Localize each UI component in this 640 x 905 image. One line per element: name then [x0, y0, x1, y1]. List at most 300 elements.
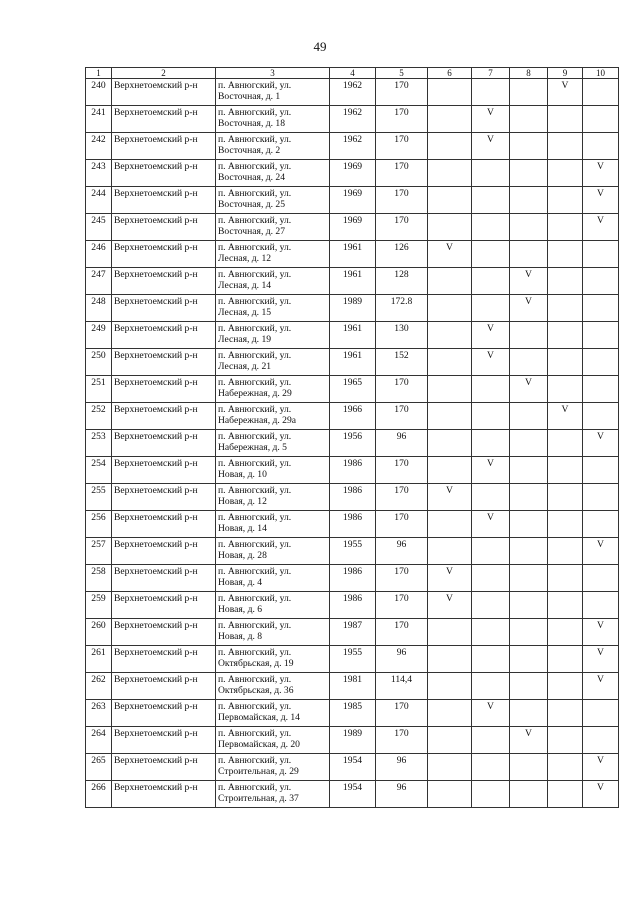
- mark-cell-9: [548, 241, 583, 268]
- mark-cell-7: [472, 268, 510, 295]
- area-cell: 170: [376, 511, 428, 538]
- table-row: [86, 619, 619, 646]
- mark-cell-6: [428, 133, 472, 160]
- district-cell: Верхнетоемский р-н: [112, 133, 216, 160]
- mark-cell-7: [472, 484, 510, 511]
- mark-cell-10: V: [583, 187, 619, 214]
- table-row: [86, 781, 619, 808]
- mark-cell-7: [472, 295, 510, 322]
- table-row: [86, 430, 619, 457]
- address-line-1: п. Авнюгский, ул.: [218, 431, 292, 442]
- address-line-2: Лесная, д. 19: [218, 334, 272, 345]
- area-cell: 170: [376, 106, 428, 133]
- mark-cell-7: [472, 646, 510, 673]
- column-header-10: 10: [583, 68, 619, 79]
- mark-cell-8: [510, 187, 548, 214]
- mark-cell-9: [548, 160, 583, 187]
- row-number: 247: [86, 268, 112, 295]
- mark-cell-6: [428, 349, 472, 376]
- mark-cell-9: [548, 754, 583, 781]
- mark-cell-6: [428, 727, 472, 754]
- mark-cell-8: V: [510, 295, 548, 322]
- mark-cell-9: [548, 376, 583, 403]
- row-number: 240: [86, 79, 112, 106]
- area-cell: 130: [376, 322, 428, 349]
- area-cell: 170: [376, 565, 428, 592]
- mark-cell-10: [583, 457, 619, 484]
- address-cell: [216, 403, 330, 430]
- address-cell: [216, 430, 330, 457]
- mark-cell-9: [548, 268, 583, 295]
- mark-cell-8: [510, 322, 548, 349]
- mark-cell-6: [428, 781, 472, 808]
- address-line-1: п. Авнюгский, ул.: [218, 485, 292, 496]
- column-header-5: 5: [376, 68, 428, 79]
- row-number: 249: [86, 322, 112, 349]
- year-cell: 1961: [330, 349, 376, 376]
- address-line-1: п. Авнюгский, ул.: [218, 107, 292, 118]
- area-cell: 128: [376, 268, 428, 295]
- year-cell: 1989: [330, 727, 376, 754]
- mark-cell-7: [472, 79, 510, 106]
- district-cell: Верхнетоемский р-н: [112, 349, 216, 376]
- mark-cell-6: [428, 457, 472, 484]
- mark-cell-7: [472, 754, 510, 781]
- row-number: 251: [86, 376, 112, 403]
- table-row: [86, 268, 619, 295]
- mark-cell-7: [472, 592, 510, 619]
- address-line-2: Восточная, д. 24: [218, 172, 286, 183]
- mark-cell-9: [548, 592, 583, 619]
- mark-cell-9: [548, 673, 583, 700]
- mark-cell-7: [472, 214, 510, 241]
- column-header-6: 6: [428, 68, 472, 79]
- row-number: 245: [86, 214, 112, 241]
- address-line-2: Новая, д. 10: [218, 469, 267, 480]
- mark-cell-8: [510, 214, 548, 241]
- row-number: 241: [86, 106, 112, 133]
- mark-cell-10: [583, 241, 619, 268]
- district-cell: Верхнетоемский р-н: [112, 403, 216, 430]
- mark-cell-8: [510, 484, 548, 511]
- address-line-1: п. Авнюгский, ул.: [218, 458, 292, 469]
- table-row: [86, 322, 619, 349]
- area-cell: 170: [376, 214, 428, 241]
- address-line-1: п. Авнюгский, ул.: [218, 161, 292, 172]
- address-cell: [216, 349, 330, 376]
- mark-cell-6: [428, 187, 472, 214]
- area-cell: 172.8: [376, 295, 428, 322]
- mark-cell-10: V: [583, 430, 619, 457]
- district-cell: Верхнетоемский р-н: [112, 484, 216, 511]
- district-cell: Верхнетоемский р-н: [112, 781, 216, 808]
- address-cell: [216, 538, 330, 565]
- mark-cell-8: [510, 106, 548, 133]
- district-cell: Верхнетоемский р-н: [112, 295, 216, 322]
- address-line-1: п. Авнюгский, ул.: [218, 323, 292, 334]
- address-line-2: Первомайская, д. 14: [218, 712, 300, 723]
- mark-cell-9: [548, 133, 583, 160]
- column-header-2: 2: [112, 68, 216, 79]
- table-row: [86, 484, 619, 511]
- row-number: 255: [86, 484, 112, 511]
- district-cell: Верхнетоемский р-н: [112, 214, 216, 241]
- address-line-2: Восточная, д. 25: [218, 199, 286, 210]
- table-row: [86, 106, 619, 133]
- address-line-1: п. Авнюгский, ул.: [218, 215, 292, 226]
- mark-cell-7: V: [472, 700, 510, 727]
- mark-cell-7: [472, 160, 510, 187]
- table-row: [86, 646, 619, 673]
- address-line-2: Первомайская, д. 20: [218, 739, 300, 750]
- area-cell: 170: [376, 484, 428, 511]
- area-cell: 170: [376, 376, 428, 403]
- year-cell: 1969: [330, 214, 376, 241]
- area-cell: 96: [376, 538, 428, 565]
- mark-cell-10: V: [583, 160, 619, 187]
- address-line-1: п. Авнюгский, ул.: [218, 188, 292, 199]
- mark-cell-9: [548, 781, 583, 808]
- mark-cell-7: [472, 403, 510, 430]
- address-line-1: п. Авнюгский, ул.: [218, 269, 292, 280]
- address-line-2: Восточная, д. 1: [218, 91, 281, 102]
- address-cell: [216, 646, 330, 673]
- district-cell: Верхнетоемский р-н: [112, 619, 216, 646]
- address-cell: [216, 700, 330, 727]
- district-cell: Верхнетоемский р-н: [112, 565, 216, 592]
- year-cell: 1956: [330, 430, 376, 457]
- mark-cell-10: V: [583, 673, 619, 700]
- address-line-1: п. Авнюгский, ул.: [218, 620, 292, 631]
- mark-cell-8: [510, 79, 548, 106]
- mark-cell-9: V: [548, 79, 583, 106]
- table-row: [86, 79, 619, 106]
- column-header-9: 9: [548, 68, 583, 79]
- table-row: [86, 592, 619, 619]
- area-cell: 126: [376, 241, 428, 268]
- mark-cell-10: [583, 268, 619, 295]
- address-cell: [216, 484, 330, 511]
- table-row: [86, 214, 619, 241]
- mark-cell-9: [548, 511, 583, 538]
- year-cell: 1985: [330, 700, 376, 727]
- address-cell: [216, 268, 330, 295]
- area-cell: 96: [376, 781, 428, 808]
- mark-cell-8: [510, 700, 548, 727]
- mark-cell-9: [548, 457, 583, 484]
- row-number: 254: [86, 457, 112, 484]
- year-cell: 1986: [330, 511, 376, 538]
- table-row: [86, 160, 619, 187]
- address-line-2: Лесная, д. 12: [218, 253, 272, 264]
- mark-cell-9: [548, 106, 583, 133]
- year-cell: 1961: [330, 241, 376, 268]
- address-line-1: п. Авнюгский, ул.: [218, 593, 292, 604]
- area-cell: 170: [376, 727, 428, 754]
- mark-cell-6: [428, 754, 472, 781]
- mark-cell-6: [428, 160, 472, 187]
- mark-cell-6: [428, 646, 472, 673]
- mark-cell-8: V: [510, 727, 548, 754]
- mark-cell-7: V: [472, 322, 510, 349]
- district-cell: Верхнетоемский р-н: [112, 268, 216, 295]
- mark-cell-6: [428, 79, 472, 106]
- district-cell: Верхнетоемский р-н: [112, 160, 216, 187]
- mark-cell-10: [583, 106, 619, 133]
- mark-cell-9: [548, 700, 583, 727]
- mark-cell-9: [548, 646, 583, 673]
- district-cell: Верхнетоемский р-н: [112, 376, 216, 403]
- row-number: 248: [86, 295, 112, 322]
- mark-cell-8: [510, 754, 548, 781]
- address-line-1: п. Авнюгский, ул.: [218, 404, 292, 415]
- row-number: 242: [86, 133, 112, 160]
- year-cell: 1962: [330, 106, 376, 133]
- address-line-2: Октябрьская, д. 19: [218, 658, 294, 669]
- district-cell: Верхнетоемский р-н: [112, 322, 216, 349]
- address-line-2: Строительная, д. 29: [218, 766, 299, 777]
- mark-cell-6: [428, 403, 472, 430]
- mark-cell-8: [510, 160, 548, 187]
- mark-cell-10: [583, 727, 619, 754]
- mark-cell-10: [583, 700, 619, 727]
- address-line-1: п. Авнюгский, ул.: [218, 674, 292, 685]
- year-cell: 1961: [330, 322, 376, 349]
- mark-cell-6: V: [428, 484, 472, 511]
- district-cell: Верхнетоемский р-н: [112, 592, 216, 619]
- mark-cell-7: [472, 619, 510, 646]
- address-line-2: Лесная, д. 15: [218, 307, 272, 318]
- year-cell: 1986: [330, 592, 376, 619]
- mark-cell-8: V: [510, 268, 548, 295]
- table-row: [86, 403, 619, 430]
- address-line-2: Строительная, д. 37: [218, 793, 299, 804]
- mark-cell-10: [583, 322, 619, 349]
- year-cell: 1969: [330, 187, 376, 214]
- mark-cell-8: [510, 403, 548, 430]
- area-cell: 96: [376, 430, 428, 457]
- mark-cell-8: [510, 457, 548, 484]
- address-cell: [216, 295, 330, 322]
- district-cell: Верхнетоемский р-н: [112, 457, 216, 484]
- row-number: 266: [86, 781, 112, 808]
- address-line-1: п. Авнюгский, ул.: [218, 350, 292, 361]
- year-cell: 1986: [330, 484, 376, 511]
- table-row: [86, 457, 619, 484]
- page-number: 49: [313, 39, 327, 54]
- row-number: 243: [86, 160, 112, 187]
- area-cell: 152: [376, 349, 428, 376]
- mark-cell-9: [548, 430, 583, 457]
- mark-cell-8: [510, 349, 548, 376]
- address-cell: [216, 187, 330, 214]
- mark-cell-7: [472, 565, 510, 592]
- header-row: [86, 68, 619, 79]
- year-cell: 1965: [330, 376, 376, 403]
- address-cell: [216, 565, 330, 592]
- table-row: [86, 673, 619, 700]
- address-line-1: п. Авнюгский, ул.: [218, 296, 292, 307]
- mark-cell-10: [583, 484, 619, 511]
- mark-cell-10: [583, 511, 619, 538]
- mark-cell-6: V: [428, 241, 472, 268]
- address-line-2: Новая, д. 4: [218, 577, 263, 588]
- address-cell: [216, 106, 330, 133]
- district-cell: Верхнетоемский р-н: [112, 241, 216, 268]
- column-header-4: 4: [330, 68, 376, 79]
- mark-cell-8: [510, 241, 548, 268]
- address-cell: [216, 592, 330, 619]
- table-body: [86, 68, 619, 808]
- district-cell: Верхнетоемский р-н: [112, 187, 216, 214]
- column-header-1: 1: [86, 68, 112, 79]
- mark-cell-6: V: [428, 592, 472, 619]
- address-line-1: п. Авнюгский, ул.: [218, 566, 292, 577]
- table-row: [86, 727, 619, 754]
- address-line-2: Набережная, д. 29: [218, 388, 292, 399]
- area-cell: 96: [376, 754, 428, 781]
- mark-cell-6: [428, 268, 472, 295]
- mark-cell-6: [428, 214, 472, 241]
- mark-cell-6: [428, 511, 472, 538]
- address-line-2: Новая, д. 14: [218, 523, 267, 534]
- mark-cell-7: [472, 673, 510, 700]
- mark-cell-8: [510, 538, 548, 565]
- area-cell: 170: [376, 187, 428, 214]
- mark-cell-10: [583, 133, 619, 160]
- address-line-2: Восточная, д. 18: [218, 118, 286, 129]
- address-cell: [216, 511, 330, 538]
- row-number: 253: [86, 430, 112, 457]
- address-cell: [216, 160, 330, 187]
- mark-cell-10: [583, 403, 619, 430]
- row-number: 252: [86, 403, 112, 430]
- year-cell: 1987: [330, 619, 376, 646]
- mark-cell-6: [428, 538, 472, 565]
- district-cell: Верхнетоемский р-н: [112, 511, 216, 538]
- mark-cell-7: V: [472, 349, 510, 376]
- year-cell: 1962: [330, 79, 376, 106]
- address-line-1: п. Авнюгский, ул.: [218, 512, 292, 523]
- area-cell: 170: [376, 79, 428, 106]
- table-row: [86, 538, 619, 565]
- address-line-2: Набережная, д. 29а: [218, 415, 297, 426]
- address-cell: [216, 241, 330, 268]
- area-cell: 170: [376, 619, 428, 646]
- mark-cell-6: [428, 376, 472, 403]
- row-number: 264: [86, 727, 112, 754]
- row-number: 256: [86, 511, 112, 538]
- address-line-1: п. Авнюгский, ул.: [218, 134, 292, 145]
- table-row: [86, 376, 619, 403]
- district-cell: Верхнетоемский р-н: [112, 727, 216, 754]
- mark-cell-10: [583, 79, 619, 106]
- row-number: 246: [86, 241, 112, 268]
- mark-cell-10: [583, 592, 619, 619]
- address-line-2: Восточная, д. 27: [218, 226, 286, 237]
- mark-cell-9: [548, 214, 583, 241]
- mark-cell-10: V: [583, 538, 619, 565]
- mark-cell-9: V: [548, 403, 583, 430]
- mark-cell-8: [510, 619, 548, 646]
- mark-cell-8: V: [510, 376, 548, 403]
- address-cell: [216, 754, 330, 781]
- column-header-7: 7: [472, 68, 510, 79]
- address-line-2: Новая, д. 28: [218, 550, 267, 561]
- year-cell: 1981: [330, 673, 376, 700]
- address-line-2: Лесная, д. 21: [218, 361, 272, 372]
- row-number: 260: [86, 619, 112, 646]
- mark-cell-8: [510, 673, 548, 700]
- address-cell: [216, 619, 330, 646]
- address-line-2: Лесная, д. 14: [218, 280, 272, 291]
- mark-cell-9: [548, 295, 583, 322]
- area-cell: 170: [376, 592, 428, 619]
- mark-cell-9: [548, 322, 583, 349]
- mark-cell-10: V: [583, 754, 619, 781]
- area-cell: 170: [376, 403, 428, 430]
- address-cell: [216, 781, 330, 808]
- address-line-1: п. Авнюгский, ул.: [218, 242, 292, 253]
- mark-cell-7: V: [472, 457, 510, 484]
- mark-cell-6: [428, 106, 472, 133]
- mark-cell-10: V: [583, 214, 619, 241]
- address-line-2: Новая, д. 6: [218, 604, 263, 615]
- mark-cell-8: [510, 781, 548, 808]
- area-cell: 170: [376, 160, 428, 187]
- address-cell: [216, 214, 330, 241]
- mark-cell-6: [428, 295, 472, 322]
- address-line-1: п. Авнюгский, ул.: [218, 539, 292, 550]
- mark-cell-6: V: [428, 565, 472, 592]
- mark-cell-7: [472, 538, 510, 565]
- district-cell: Верхнетоемский р-н: [112, 700, 216, 727]
- mark-cell-6: [428, 700, 472, 727]
- table-row: [86, 754, 619, 781]
- table-row: [86, 187, 619, 214]
- year-cell: 1955: [330, 538, 376, 565]
- housing-table: [85, 67, 619, 808]
- year-cell: 1986: [330, 457, 376, 484]
- mark-cell-7: [472, 376, 510, 403]
- row-number: 263: [86, 700, 112, 727]
- table-row: [86, 133, 619, 160]
- mark-cell-6: [428, 673, 472, 700]
- district-cell: Верхнетоемский р-н: [112, 673, 216, 700]
- address-cell: [216, 133, 330, 160]
- address-cell: [216, 727, 330, 754]
- row-number: 244: [86, 187, 112, 214]
- mark-cell-8: [510, 565, 548, 592]
- mark-cell-10: V: [583, 781, 619, 808]
- address-cell: [216, 673, 330, 700]
- table-row: [86, 241, 619, 268]
- table-row: [86, 349, 619, 376]
- mark-cell-7: V: [472, 133, 510, 160]
- year-cell: 1989: [330, 295, 376, 322]
- address-line-2: Новая, д. 8: [218, 631, 263, 642]
- mark-cell-8: [510, 511, 548, 538]
- row-number: 258: [86, 565, 112, 592]
- address-line-1: п. Авнюгский, ул.: [218, 377, 292, 388]
- mark-cell-7: [472, 187, 510, 214]
- mark-cell-6: [428, 430, 472, 457]
- address-cell: [216, 79, 330, 106]
- row-number: 262: [86, 673, 112, 700]
- row-number: 259: [86, 592, 112, 619]
- mark-cell-9: [548, 484, 583, 511]
- table-row: [86, 511, 619, 538]
